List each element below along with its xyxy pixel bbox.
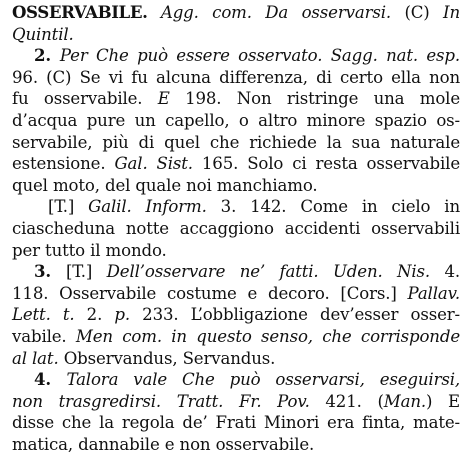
sense-2-line-6: estensione. Gal. Sist. 165. Solo ci resta osservabile (12, 154, 460, 174)
sense-number: 4. (34, 369, 67, 390)
sense-3-line-2: 118. Osservabile costume e decoro. [Cors.] Pallav. (12, 283, 460, 303)
sense-2-line-1: 2. Per Che può essere osservato. Sagg. nat. esp. (34, 45, 460, 66)
sense-4-line-4: matica, dannabile e non osservabile. (12, 434, 315, 454)
sense-number: 2. (34, 45, 60, 66)
sense-2-line-9: ciascheduna notte accaggiono accidenti osservabili (12, 218, 460, 238)
sense-2-line-7: quel moto, del quale noi manchiamo. (12, 175, 318, 195)
sense-number: 3. (34, 261, 66, 282)
sense-2-line-10: per tutto il mondo. (12, 240, 167, 260)
sense-2-line-3: fu osservabile. E 198. Non ristringe una mole (12, 89, 460, 109)
sense-4-line-2: non trasgredirsi. Tratt. Fr. Pov. 421. (Man.) E (12, 391, 460, 411)
sense-2-line-4: d’acqua pure un capello, o altro minore spazio os- (12, 110, 460, 130)
sense-2-line-8: [T.] Galil. Inform. 3. 142. Come in cielo in (48, 197, 460, 217)
sense-4-line-1: 4. Talora vale Che può osservarsi, eseguirsi, (34, 369, 460, 390)
sense-3-line-1: 3. [T.] Dell’osservare ne’ fatti. Uden. Nis. 4. (34, 261, 460, 282)
headword: OSSERVABILE. (12, 2, 148, 22)
sense-4-line-3: disse che la regola de’ Frati Minori era finta, mate- (12, 413, 460, 433)
entry-line-2: Quintil. (12, 24, 74, 44)
sense-2-line-2: 96. (C) Se vi fu alcuna differenza, di certo ella non (12, 67, 460, 87)
sense-3-line-3: Lett. t. 2. p. 233. L’obbligazione dev’esser osser- (12, 305, 460, 325)
sense-2-line-5: servabile, più di quel che richiede la sua naturale (12, 132, 460, 152)
sense-3-line-4: vabile. Men com. in questo senso, che corrisponde (12, 326, 460, 346)
entry-line-1: OSSERVABILE. Agg. com. Da osservarsi. (C) In (12, 2, 460, 22)
sense-3-line-5: al lat. Observandus, Servandus. (12, 348, 276, 368)
